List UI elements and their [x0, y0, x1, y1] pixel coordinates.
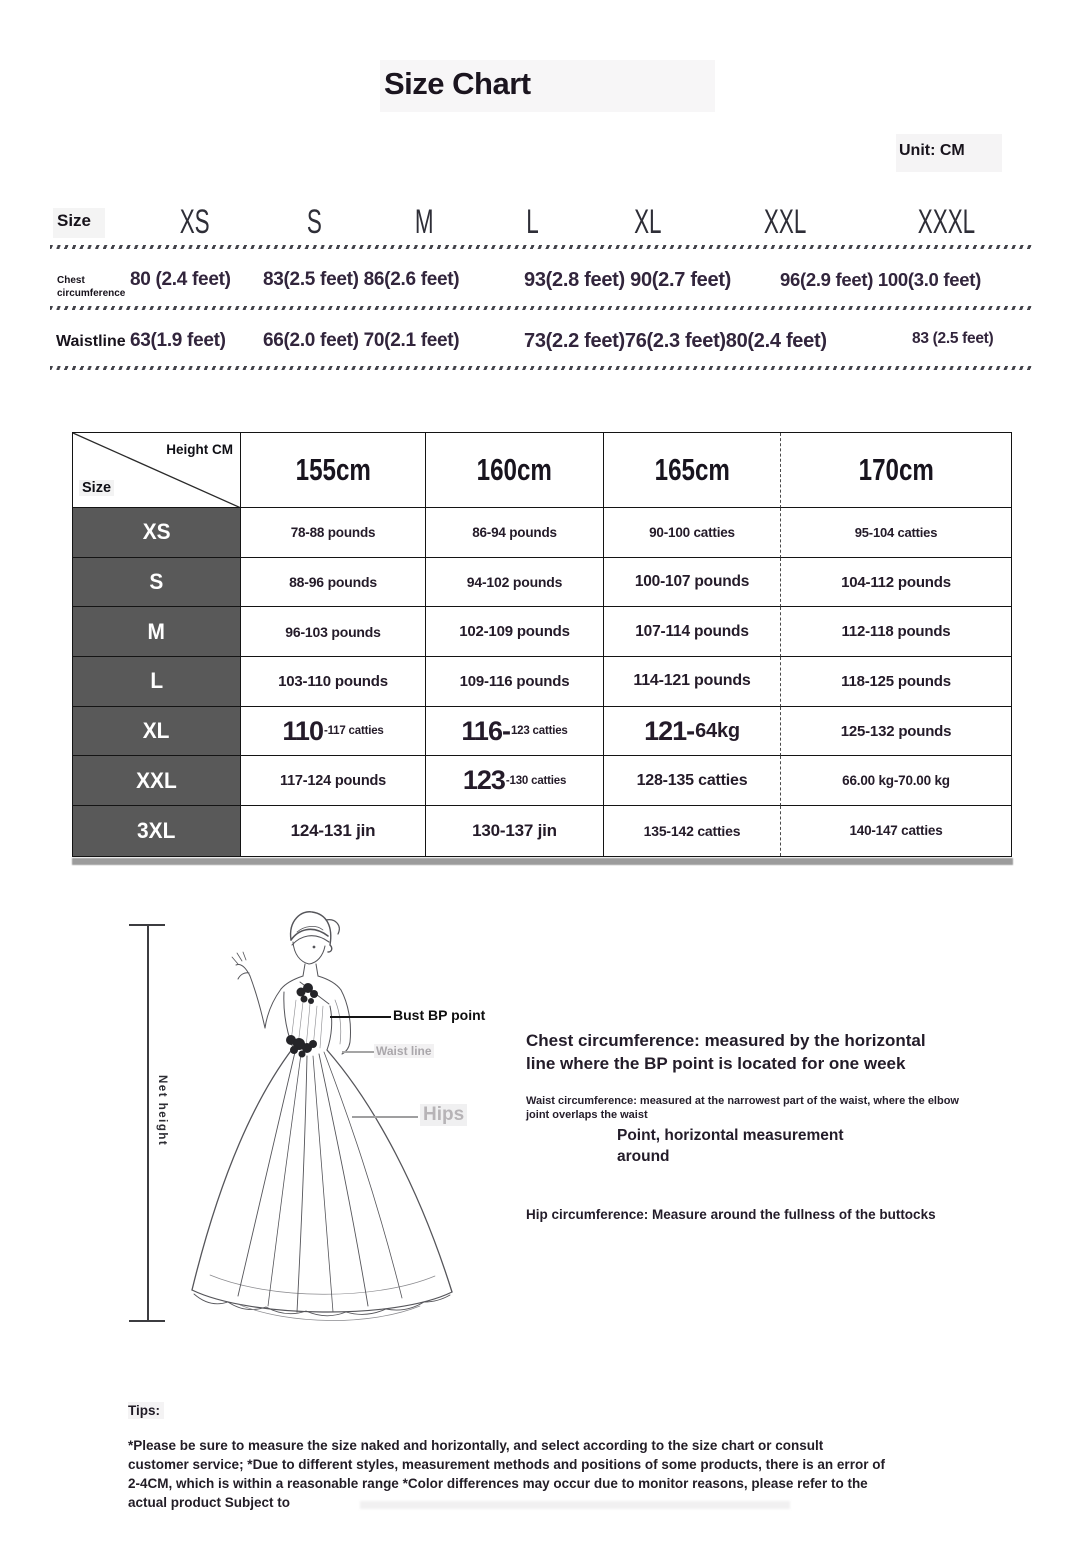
waist-description: Waist circumference: measured at the narrowest part of the waist, where the elbow joint overlaps the waist — [526, 1095, 959, 1121]
table-cell-l-170cm: 118-125 pounds — [781, 657, 1011, 707]
table-cell-s-170cm: 104-112 pounds — [781, 558, 1011, 608]
table-cell-m-165cm: 107-114 pounds — [604, 607, 781, 657]
chest-values-0: 80 (2.4 feet) — [130, 269, 231, 290]
table-cell-s-160cm: 94-102 pounds — [426, 558, 604, 608]
waist-values-0: 63(1.9 feet) — [130, 330, 226, 351]
table-corner-cell — [73, 433, 241, 508]
table-size-cell-xxl: XXL — [73, 756, 241, 806]
hips-leader-line — [352, 1116, 418, 1118]
table-cell-3xl-155cm: 124-131 jin — [241, 806, 426, 856]
table-cell-m-155cm: 96-103 pounds — [241, 607, 426, 657]
table-header-170cm: 170cm — [781, 433, 1011, 508]
table-cell-xs-170cm: 95-104 catties — [781, 508, 1011, 558]
chest-values-1: 83(2.5 feet) 86(2.6 feet) — [263, 269, 460, 290]
table-cell-s-155cm: 88-96 pounds — [241, 558, 426, 608]
waist-values — [0, 330, 1077, 364]
chest-label-line2: circumference — [57, 288, 126, 299]
table-shadow — [72, 858, 1013, 865]
table-cell-xl-155cm: 110 -117 catties — [241, 707, 426, 757]
bust-bp-label: Bust BP point — [393, 1007, 486, 1023]
size-letter-xs: XS — [180, 203, 211, 241]
corner-size-label: Size — [79, 480, 114, 496]
table-cell-3xl-160cm: 130-137 jin — [426, 806, 604, 856]
table-size-cell-xl: XL — [73, 707, 241, 757]
table-cell-xxl-160cm: 123 -130 catties — [426, 756, 604, 806]
table-cell-l-160cm: 109-116 pounds — [426, 657, 604, 707]
chest-values-2: 93(2.8 feet) 90(2.7 feet) — [524, 269, 732, 291]
table-cell-m-170cm: 112-118 pounds — [781, 607, 1011, 657]
chest-values — [0, 269, 1077, 303]
unit-label: Unit: CM — [899, 142, 965, 159]
table-size-cell-m: M — [73, 607, 241, 657]
size-row-label: Size — [57, 211, 92, 230]
dashed-divider-2 — [50, 306, 1032, 310]
table-cell-xs-160cm: 86-94 pounds — [426, 508, 604, 558]
table-size-cell-s: S — [73, 558, 241, 608]
table-cell-xl-160cm: 116- 123 catties — [426, 707, 604, 757]
chest-values-3: 96(2.9 feet) 100(3.0 feet) — [780, 269, 981, 290]
waist-row-label: Waistline — [56, 333, 126, 350]
chest-label-line1: Chest — [57, 275, 85, 286]
size-letter-xl: XL — [634, 203, 662, 241]
tips-body: *Please be sure to measure the size naked and horizontally, and select according to the size chart or consult customer service; *Due to different styles, measurement methods and positions of some products, there is an error of 2-4CM, which is within a reasonable range *Color differences may occur due to monitor reasons, please refer to the actual product Subject to — [128, 1438, 885, 1510]
waist-values-3: 83 (2.5 feet) — [912, 330, 994, 347]
flower-appliques — [286, 983, 318, 1058]
table-cell-xxl-170cm: 66.00 kg-70.00 kg — [781, 756, 1011, 806]
table-cell-s-165cm: 100-107 pounds — [604, 558, 781, 608]
waist-values-2: 73(2.2 feet)76(2.3 feet)80(2.4 feet) — [524, 330, 827, 352]
table-cell-xs-165cm: 90-100 catties — [604, 508, 781, 558]
tips-title: Tips: — [128, 1402, 164, 1419]
table-cell-xl-170cm: 125-132 pounds — [781, 707, 1011, 757]
table-header-160cm: 160cm — [426, 433, 604, 508]
size-letter-xxl: XXL — [764, 203, 807, 241]
hip-description: Hip circumference: Measure around the fullness of the buttocks — [526, 1207, 936, 1222]
table-header-165cm: 165cm — [604, 433, 781, 508]
waist-values-1: 66(2.0 feet) 70(2.1 feet) — [263, 330, 460, 351]
page-title: Size Chart — [384, 66, 531, 101]
table-cell-3xl-165cm: 135-142 catties — [604, 806, 781, 856]
size-letter-xxxl: XXXL — [917, 203, 975, 241]
table-cell-xl-165cm: 121- 64kg — [604, 707, 781, 757]
table-cell-l-165cm: 114-121 pounds — [604, 657, 781, 707]
table-size-cell-3xl: 3XL — [73, 806, 241, 856]
dashed-divider-3 — [50, 366, 1032, 370]
net-height-bottom-cap — [129, 1320, 165, 1322]
hips-label: Hips — [420, 1104, 467, 1126]
net-height-label: Net height — [156, 1075, 168, 1147]
size-header-letters — [130, 201, 1032, 239]
weight-table — [72, 432, 1012, 857]
chest-description: Chest circumference: measured by the horizontal line where the BP point is located for one week — [526, 1031, 926, 1073]
table-cell-l-155cm: 103-110 pounds — [241, 657, 426, 707]
table-header-155cm: 155cm — [241, 433, 426, 508]
table-cell-3xl-170cm: 140-147 catties — [849, 823, 943, 839]
table-cell-m-160cm: 102-109 pounds — [426, 607, 604, 657]
table-size-cell-xs: XS — [73, 508, 241, 558]
table-cell-xxl-165cm: 128-135 catties — [604, 756, 781, 806]
bust-leader-line — [330, 1016, 391, 1018]
table-cell-xs-155cm: 78-88 pounds — [241, 508, 426, 558]
size-letter-l: L — [526, 203, 539, 241]
table-cell-xxl-155cm: 117-124 pounds — [241, 756, 426, 806]
corner-height-label: Height CM — [166, 442, 233, 457]
dashed-divider-1 — [50, 245, 1032, 249]
size-letter-m: M — [414, 203, 434, 241]
point-description: Point, horizontal measurement around — [617, 1127, 844, 1165]
size-letter-s: S — [306, 203, 322, 241]
net-height-line — [147, 925, 149, 1322]
waist-line-label: Waist line — [376, 1044, 432, 1058]
table-size-cell-l: L — [73, 657, 241, 707]
bottom-smudge — [360, 1501, 790, 1509]
